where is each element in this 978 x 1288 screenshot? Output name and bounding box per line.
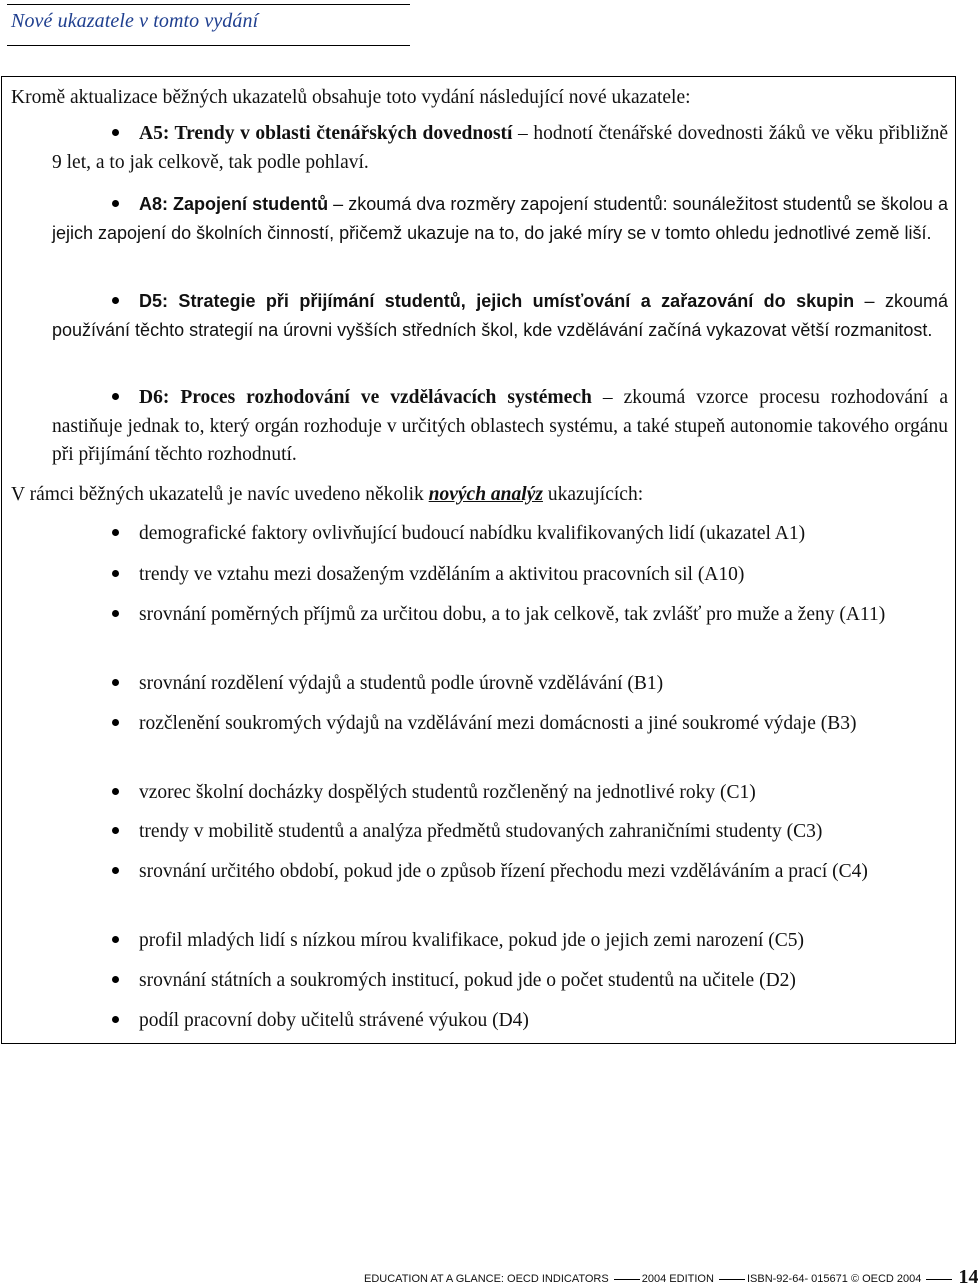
header-rule-top <box>7 4 410 5</box>
bullet-icon <box>112 570 119 577</box>
indicator-code: A8: Zapojení studentů <box>139 194 329 214</box>
analysis-text: srovnání rozdělení výdajů a studentů podle úrovně vzdělávání (B1) <box>139 673 664 694</box>
analysis-text: srovnání státních a soukromých institucí, pokud jde o počet studentů na učitele (D2) <box>139 970 796 991</box>
indicator-desc: – zkoumá vzorce procesu rozhodování a nastiňuje jednak to, který orgán rozhoduje v určitých oblastech systému, a také stupeň autonomie takového orgánu při přijímání těchto rozhodnutí. <box>52 387 948 465</box>
analysis-text: profil mladých lidí s nízkou mírou kvalifikace, pokud jde o jejich zemi narození (C5) <box>139 930 804 951</box>
analyses-lead-emphasis: nových analýz <box>428 484 543 505</box>
page-footer <box>364 1265 978 1288</box>
indicator-d5 <box>52 287 948 344</box>
footer-publication: EDUCATION AT A GLANCE: OECD INDICATORS <box>364 1273 609 1285</box>
intro-text: Kromě aktualizace běžných ukazatelů obsahuje toto vydání následující nové ukazatele: <box>11 87 691 108</box>
indicator-code: A5: Trendy v oblasti čtenářských dovedností <box>139 123 513 144</box>
bullet-icon <box>112 936 119 943</box>
footer-copyright: © OECD 2004 <box>850 1273 922 1285</box>
analysis-text: trendy ve vztahu mezi dosaženým vzděláním a aktivitou pracovních sil (A10) <box>139 564 745 585</box>
bullet-icon <box>112 867 119 874</box>
analysis-item <box>52 601 948 630</box>
section-heading: Nové ukazatele v tomto vydání <box>11 10 259 32</box>
bullet-icon <box>112 679 119 686</box>
analysis-item <box>52 967 948 996</box>
analysis-text: vzorec školní docházky dospělých studentů rozčleněný na jednotlivé roky (C1) <box>139 782 756 803</box>
analysis-item <box>52 710 948 739</box>
analyses-lead-before: V rámci běžných ukazatelů je navíc uvedeno několik <box>11 484 429 505</box>
bullet-icon <box>112 393 119 400</box>
analysis-text: demografické faktory ovlivňující budoucí nabídku kvalifikovaných lidí (ukazatel A1) <box>139 523 806 544</box>
footer-edition: 2004 EDITION <box>641 1273 714 1285</box>
analysis-item <box>52 858 948 887</box>
indicator-code: D5: Strategie při přijímání studentů, jejich umísťování a zařazování do skupin <box>139 291 855 311</box>
analysis-item <box>52 927 948 956</box>
footer-dash <box>719 1279 745 1280</box>
analysis-item <box>52 779 948 808</box>
analysis-text: podíl pracovní doby učitelů strávené výukou (D4) <box>139 1010 529 1031</box>
analysis-text: trendy v mobilitě studentů a analýza předmětů studovaných zahraničními studenty (C3) <box>139 821 823 842</box>
indicator-a8 <box>52 190 948 247</box>
analyses-lead-after: ukazujících: <box>542 484 644 505</box>
indicator-code: D6: Proces rozhodování ve vzdělávacích systémech <box>139 387 592 408</box>
analysis-item <box>52 818 948 847</box>
bullet-icon <box>112 610 119 617</box>
bullet-icon <box>112 788 119 795</box>
indicator-desc: – zkoumá dva rozměry zapojení studentů: sounáležitost studentů se školou a jejich zapojení do školních činností, přičemž ukazuje na to, do jaké míry se v tomto ohledu jednotlivé země liší. <box>52 194 949 243</box>
analysis-item <box>52 520 948 549</box>
bullet-icon <box>112 719 119 726</box>
indicator-desc: – hodnotí čtenářské dovednosti žáků ve věku přibližně 9 let, a to jak celkově, tak podle pohlaví. <box>52 123 949 173</box>
footer-dash <box>926 1279 952 1280</box>
analyses-lead <box>11 481 643 509</box>
footer-dash <box>614 1279 640 1280</box>
bullet-icon <box>112 529 119 536</box>
analysis-item <box>52 1007 948 1036</box>
indicator-desc: – zkoumá používání těchto strategií na úrovni vyšších středních škol, kde vzdělávání začíná vykazovat větší rozmanitost. <box>52 291 948 340</box>
bullet-icon <box>112 827 119 834</box>
bullet-icon <box>112 129 119 136</box>
indicator-d6 <box>52 384 948 470</box>
bullet-icon <box>112 976 119 983</box>
analysis-item <box>52 561 948 590</box>
bullet-icon <box>112 297 119 304</box>
analysis-text: rozčlenění soukromých výdajů na vzdělávání mezi domácnosti a jiné soukromé výdaje (B3) <box>139 713 857 734</box>
header-rule-bottom <box>7 45 410 46</box>
analysis-text: srovnání poměrných příjmů za určitou dobu, a to jak celkově, tak zvlášť pro muže a ženy (A11) <box>139 604 886 625</box>
indicator-a5 <box>52 120 948 177</box>
analysis-item <box>52 670 948 699</box>
bullet-icon <box>112 1016 119 1023</box>
analysis-text: srovnání určitého období, pokud jde o způsob řízení přechodu mezi vzděláváním a prací (C4) <box>139 861 868 882</box>
footer-isbn: ISBN-92-64- 015671 <box>746 1273 848 1285</box>
page-number: 14 <box>958 1266 978 1288</box>
bullet-icon <box>112 200 119 207</box>
